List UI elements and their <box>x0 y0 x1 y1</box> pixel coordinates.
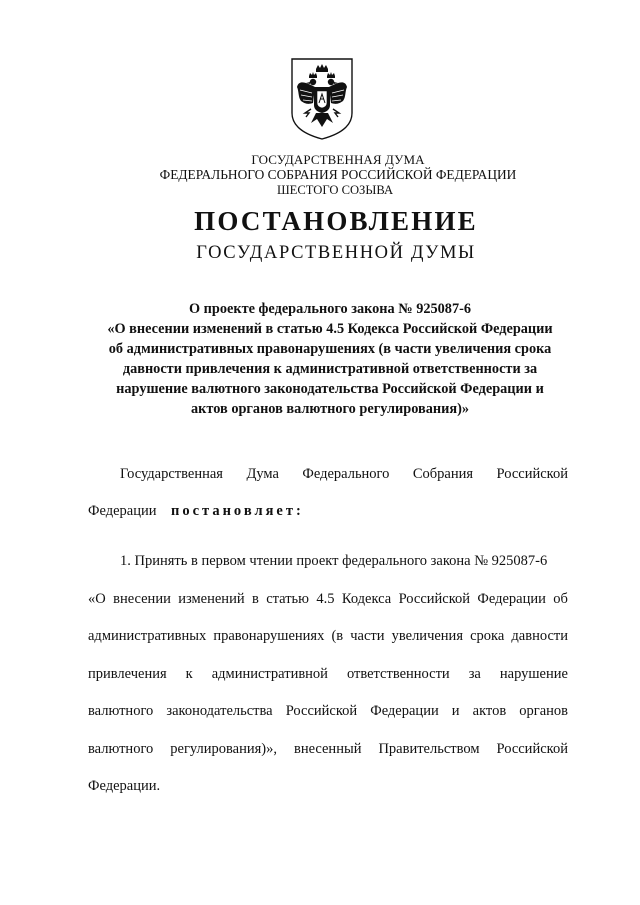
word: (в <box>331 628 344 644</box>
preamble-word: Государственная <box>120 466 223 482</box>
word: регулирования)», <box>170 740 277 757</box>
word: привлечения <box>88 665 167 682</box>
word: внесенный <box>293 740 362 757</box>
word: ответственности <box>346 665 450 682</box>
bill-title-line: «О внесении изменений в статью 4.5 Кодекса Российской Федерации <box>107 321 553 337</box>
word: административных <box>88 628 207 644</box>
word: Российской <box>285 703 358 719</box>
preamble-word: Федерального <box>302 466 390 482</box>
preamble-paragraph <box>88 456 568 530</box>
item-1-line <box>88 656 568 694</box>
word: правонарушениях <box>213 628 325 644</box>
item-1-line: Федерации. <box>88 778 161 794</box>
word: административной <box>211 665 328 682</box>
word: к <box>185 665 193 682</box>
word: изменений <box>178 590 245 607</box>
document-subtitle: ГОСУДАРСТВЕННОЙ ДУМЫ <box>196 243 476 263</box>
word: и <box>451 703 460 719</box>
header-line-2: ФЕДЕРАЛЬНОГО СОБРАНИЯ РОССИЙСКОЙ ФЕДЕРАЦИИ <box>159 167 517 182</box>
word: валютного <box>88 740 154 757</box>
bill-title <box>60 299 600 419</box>
document-title: ПОСТАНОВЛЕНИЕ <box>194 206 478 236</box>
word: Федерации <box>477 590 546 607</box>
preamble-word: Российской <box>496 466 568 482</box>
item-1-line: 1. Принять в первом чтении проект федерального закона № 925087-6 <box>120 553 548 569</box>
preamble-word: Собрания <box>412 466 474 482</box>
word: законодательства <box>166 703 273 719</box>
preamble-word: Дума <box>246 466 279 482</box>
item-1-line <box>88 693 568 731</box>
word: в <box>251 590 259 607</box>
header-line-1: ГОСУДАРСТВЕННАЯ ДУМА <box>251 152 425 167</box>
preamble-line-1 <box>88 456 568 493</box>
word: об <box>553 590 568 607</box>
item-1-line <box>88 731 568 769</box>
word: Правительством <box>378 740 480 757</box>
preamble-start: Федерации <box>88 503 157 519</box>
word: за <box>468 665 481 682</box>
word: нарушение <box>499 665 568 682</box>
word: 4.5 <box>316 590 335 607</box>
issuer-header <box>0 152 640 198</box>
word: актов <box>472 703 507 719</box>
word: Российской <box>398 590 471 607</box>
word: «О <box>88 590 106 607</box>
bill-title-line: актов органов валютного регулирования)» <box>191 401 469 417</box>
word: Российской <box>496 740 568 757</box>
item-1-paragraph <box>88 543 568 806</box>
bill-title-line: давности привлечения к административной ответственности за <box>122 361 538 377</box>
header-line-3: ШЕСТОГО СОЗЫВА <box>276 183 394 197</box>
word: Федерации <box>370 703 439 719</box>
bill-title-line: О проекте федерального закона № 925087-6 <box>188 301 472 317</box>
emblem <box>289 57 355 141</box>
russian-coat-of-arms-icon <box>289 57 355 141</box>
bill-title-line: нарушение валютного законодательства Российской Федерации и <box>116 381 544 397</box>
item-1-line <box>88 581 568 619</box>
word: статью <box>266 590 309 607</box>
word: валютного <box>88 703 154 719</box>
word: органов <box>519 703 568 719</box>
word: внесении <box>113 590 171 607</box>
word: Кодекса <box>341 590 392 607</box>
word: срока <box>470 628 505 644</box>
word: части <box>350 628 385 644</box>
preamble-line-2 <box>88 493 568 530</box>
bill-title-line: об административных правонарушениях (в части увеличения срока <box>108 341 552 357</box>
item-1-line <box>88 618 568 656</box>
word: увеличения <box>391 628 463 644</box>
decree-word: постановляет: <box>170 503 304 519</box>
word: давности <box>511 628 568 644</box>
